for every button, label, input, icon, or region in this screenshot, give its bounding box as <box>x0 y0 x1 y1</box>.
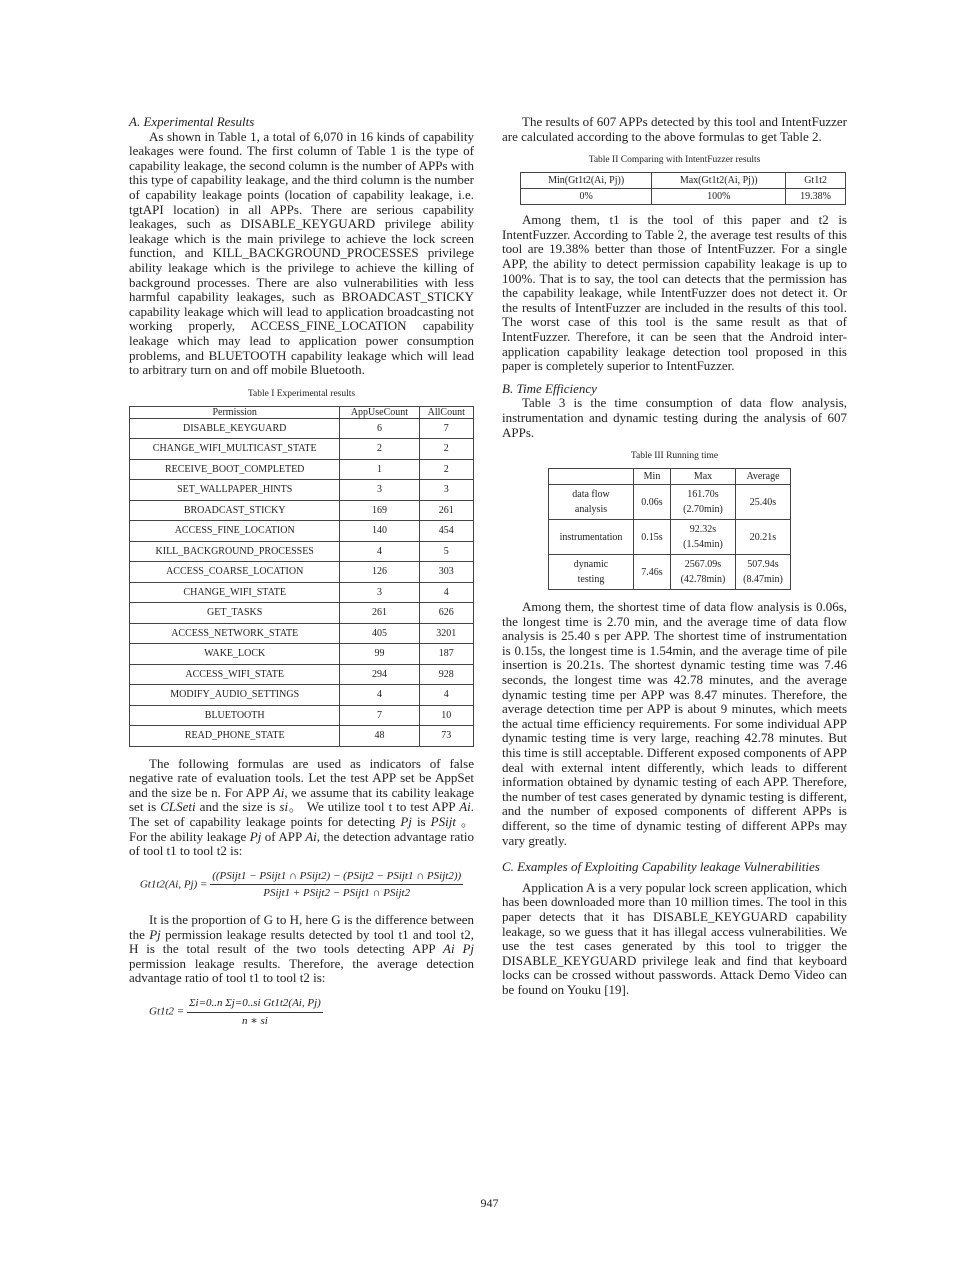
table1-appusecount-cell: 261 <box>340 603 419 624</box>
table1-allcount-cell: 303 <box>419 562 474 583</box>
table1-permission-cell: WAKE_LOCK <box>130 644 340 665</box>
table1-allcount-cell: 7 <box>419 418 474 439</box>
table1-allcount-cell: 261 <box>419 500 474 521</box>
math-Ai: Ai <box>272 784 285 800</box>
table-row <box>549 485 791 520</box>
table-row <box>130 418 474 439</box>
section-heading-examples: C. Examples of Exploiting Capability leakage Vulnerabilities <box>502 859 820 875</box>
paragraph-time-discussion: Among them, the shortest time of data flow analysis is 0.06s, the longest time is 2.70 min, and the average time of data flow analysis is 25.40 s per APP. The shortest time of instrumentation is 0.15s, the longest time is 1.54min, and the average time of pile insertion is 20.21s. The shortest dynamic testing time was 7.46 seconds, the longest time was 42.78 minutes, and the average dynamic testing time per APP was 8.47 minutes. Therefore, the average detection time per APP is about 9 minutes, which meets the actual time efficiency requirements. For some individual APP dynamic testing time is very large, reaching 42.78 minutes. But this time is still acceptable. Different exposed components of APP deal with external intent differently, which leads to different information obtained by dynamic testing of each APP. Therefore, the number of test cases generated by dynamic testing is different, and the number of exposed components of different APPs is different, so the time of dynamic testing of different APPs may vary greatly. <box>502 599 847 848</box>
formula-detection-advantage-ratio: Gt1t2(Ai, Pj) = $\frac{\text{((PSijt1 − PSijt1 ∩ PSijt2) − (PSijt2 − PSijt1 ∩ PSijt2))}}{\text{PSijt1 + PSijt2 − PSijt1 ∩ PSijt2}}$ <box>139 869 462 900</box>
table3-header-max: Max <box>671 469 736 485</box>
table1-allcount-cell: 4 <box>419 582 474 603</box>
table1-allcount-cell: 5 <box>419 541 474 562</box>
table1-permission-cell: READ_PHONE_STATE <box>130 726 340 747</box>
table1-permission-cell: BLUETOOTH <box>130 705 340 726</box>
table1-permission-cell: ACCESS_NETWORK_STATE <box>130 623 340 644</box>
table1-permission-cell: SET_WALLPAPER_HINTS <box>130 480 340 501</box>
table-row <box>130 685 474 706</box>
table-row <box>130 480 474 501</box>
table-row <box>130 562 474 583</box>
table3-max-cell: 161.70s (2.70min) <box>671 485 736 520</box>
table1-header-appusecount: AppUseCount <box>340 406 419 418</box>
table2-cell-max: 100% <box>652 189 786 205</box>
table3-average-cell: 25.40s <box>736 485 791 520</box>
table-row <box>130 623 474 644</box>
table3-average-cell: 20.21s <box>736 520 791 555</box>
paragraph-proportion: It is the proportion of G to H, here G is the difference between the Pj permission leakage results detected by tool t1 and tool t2, H is the total result of the two tools detecting APP Ai Pj permission leakage results. Therefore, the average detection advantage ratio of tool t1 to tool t2 is: <box>129 912 475 986</box>
table2-cell-g: 19.38% <box>786 189 846 205</box>
table1-permission-cell: MODIFY_AUDIO_SETTINGS <box>130 685 340 706</box>
table1-permission-cell: ACCESS_COARSE_LOCATION <box>130 562 340 583</box>
table1-appusecount-cell: 126 <box>340 562 419 583</box>
math-Pj: Pj <box>400 814 412 830</box>
table-row <box>130 582 474 603</box>
table3-max-cell: 92.32s (1.54min) <box>671 520 736 555</box>
table-row <box>130 459 474 480</box>
math-CLSeti: CLSeti <box>160 799 196 815</box>
table1-permission-cell: BROADCAST_STICKY <box>130 500 340 521</box>
table-row <box>130 439 474 460</box>
table1-header-permission: Permission <box>130 406 340 418</box>
table1-appusecount-cell: 169 <box>340 500 419 521</box>
table-comparing-intentfuzzer <box>520 172 846 205</box>
table-running-time <box>548 468 791 590</box>
table1-appusecount-cell: 6 <box>340 418 419 439</box>
table3-min-cell: 7.46s <box>634 555 671 590</box>
table2-cell-min: 0% <box>521 189 652 205</box>
table1-header-allcount: AllCount <box>419 406 474 418</box>
section-heading-experimental-results: A. Experimental Results <box>129 114 255 129</box>
table3-name-cell: dynamic testing <box>549 555 634 590</box>
table1-permission-cell: GET_TASKS <box>130 603 340 624</box>
math-si: si <box>279 799 289 815</box>
paragraph-table3-intro: Table 3 is the time consumption of data flow analysis, instrumentation and dynamic testing during the analysis of 607 APPs. <box>502 395 847 440</box>
table1-appusecount-cell: 140 <box>340 521 419 542</box>
table-row <box>130 705 474 726</box>
table-row <box>130 603 474 624</box>
table1-appusecount-cell: 4 <box>340 685 419 706</box>
table1-allcount-cell: 3201 <box>419 623 474 644</box>
table2-header-g: Gt1t2 <box>786 173 846 189</box>
table1-allcount-cell: 454 <box>419 521 474 542</box>
table1-allcount-cell: 73 <box>419 726 474 747</box>
table1-permission-cell: ACCESS_WIFI_STATE <box>130 664 340 685</box>
table3-min-cell: 0.15s <box>634 520 671 555</box>
table1-allcount-cell: 4 <box>419 685 474 706</box>
math-PSij: PSijt <box>430 814 456 830</box>
table3-header-blank <box>549 469 634 485</box>
table1-allcount-cell: 187 <box>419 644 474 665</box>
table2-header-max: Max(Gt1t2(Ai, Pj)) <box>652 173 786 189</box>
table2-caption: Table II Comparing with IntentFuzzer results <box>588 155 761 166</box>
table1-appusecount-cell: 294 <box>340 664 419 685</box>
table1-allcount-cell: 2 <box>419 459 474 480</box>
table1-caption: Table I Experimental results <box>247 388 356 399</box>
paragraph-lockscreen-example: Application A is a very popular lock screen application, which has been downloaded more than 10 million times. The tool in this paper detects that it has DISABLE_KEYGUARD capability leakage, so we guess that it has illegal access vulnerabilities. We use the test cases generated by this tool to trigger the DISABLE_KEYGUARD privilege leak and find that keyboard locks can be crossed without passwords. Attack Demo Video can be found on Youku [19]. <box>502 879 847 997</box>
table1-appusecount-cell: 48 <box>340 726 419 747</box>
table1-appusecount-cell: 2 <box>340 439 419 460</box>
table-row <box>549 555 791 590</box>
table1-permission-cell: CHANGE_WIFI_STATE <box>130 582 340 603</box>
paragraph-formula-intro: The following formulas are used as indicators of false negative rate of evaluation tools. Let the test APP set be AppSet and the size be n. For APP Ai, we assume that its cability leakage set is CLSeti and the size is si。 We utilize tool t to test APP Ai. The set of capability leakage points for detecting Pj is PSijt 。 For the ability leakage Pj of APP Ai, the detection advantage ratio of tool t1 to tool t2 is: <box>129 755 475 859</box>
paragraph-table1-intro: As shown in Table 1, a total of 6,070 in 16 kinds of capability leakages were found. The first column of Table 1 is the type of capability leakage, the second column is the number of APPs with this type of capability leakage, and the third column is the number of capability leakage points (location of capability leakage, i.e. tgtAPI location) in all APPs. There are serious capability leakages, such as DISABLE_KEYGUARD privilege ability leakage which is the main privilege to achieve the lock screen function, and KILL_BACKGROUND_PROCESSES privilege ability leakage which is the privilege to achieve the killing of background processes. There are also vulnerabilities with less harmful capability leakages, such as BROADCAST_STICKY capability leakage which will lead to application broadcasting not working properly, ACCESS_FINE_LOCATION capability leakage which may lead to application power consumption problems, and BLUETOOTH capability leakage which will lead to arbitrary turn on and off mobile Bluetooth. <box>129 128 474 378</box>
table3-name-cell: data flow analysis <box>549 485 634 520</box>
table-row <box>130 644 474 665</box>
table1-appusecount-cell: 3 <box>340 582 419 603</box>
formula-average-advantage-ratio: Gt1t2 = $\frac{\text{Σi=0..n Σj=0..si Gt1t2(Ai, Pj)}}{n ∗ si}$ <box>149 997 321 1027</box>
table1-appusecount-cell: 4 <box>340 541 419 562</box>
table-row <box>130 726 474 747</box>
table1-permission-cell: RECEIVE_BOOT_COMPLETED <box>130 459 340 480</box>
table-row <box>549 520 791 555</box>
table3-name-cell: instrumentation <box>549 520 634 555</box>
table3-min-cell: 0.06s <box>634 485 671 520</box>
table3-max-cell: 2567.09s (42.78min) <box>671 555 736 590</box>
table-row <box>130 500 474 521</box>
table1-allcount-cell: 2 <box>419 439 474 460</box>
table1-appusecount-cell: 1 <box>340 459 419 480</box>
right-column <box>502 115 847 998</box>
table-row <box>130 541 474 562</box>
table-experimental-results <box>129 406 474 747</box>
table1-appusecount-cell: 99 <box>340 644 419 665</box>
table1-allcount-cell: 928 <box>419 664 474 685</box>
table3-header-min: Min <box>634 469 671 485</box>
table-row <box>130 521 474 542</box>
table3-caption: Table III Running time <box>630 451 719 462</box>
table1-allcount-cell: 626 <box>419 603 474 624</box>
left-column <box>129 115 474 1040</box>
table1-allcount-cell: 3 <box>419 480 474 501</box>
paragraph-table2-discussion: Among them, t1 is the tool of this paper and t2 is IntentFuzzer. According to Table 2, the average test results of this tool are 19.38% better than those of IntentFuzzer. For a single APP, the ability to detect permission capability leakage is up to 100%. That is to say, the tool can detects that the permission has the capability leakage, while IntentFuzzer does not detect it. Or the results of IntentFuzzer are included in the results of this tool. The worst case of this tool is the same result as that of IntentFuzzer. Therefore, it can be seen that the Android inter-application capability leakage detection tool proposed in this paper is completely superior to IntentFuzzer. <box>502 212 847 374</box>
section-heading-time-efficiency: B. Time Efficiency <box>502 380 597 396</box>
table1-appusecount-cell: 3 <box>340 480 419 501</box>
table3-header-average: Average <box>736 469 791 485</box>
page-number: 947 <box>480 1196 499 1210</box>
paragraph-table2-intro: The results of 607 APPs detected by this tool and IntentFuzzer are calculated according to the above formulas to get Table 2. <box>502 114 847 144</box>
table1-appusecount-cell: 7 <box>340 705 419 726</box>
table1-appusecount-cell: 405 <box>340 623 419 644</box>
table3-average-cell: 507.94s (8.47min) <box>736 555 791 590</box>
table1-permission-cell: DISABLE_KEYGUARD <box>130 418 340 439</box>
table2-header-min: Min(Gt1t2(Ai, Pj)) <box>521 173 652 189</box>
table1-permission-cell: ACCESS_FINE_LOCATION <box>130 521 340 542</box>
table1-permission-cell: CHANGE_WIFI_MULTICAST_STATE <box>130 439 340 460</box>
table1-permission-cell: KILL_BACKGROUND_PROCESSES <box>130 541 340 562</box>
table1-allcount-cell: 10 <box>419 705 474 726</box>
table-row <box>130 664 474 685</box>
